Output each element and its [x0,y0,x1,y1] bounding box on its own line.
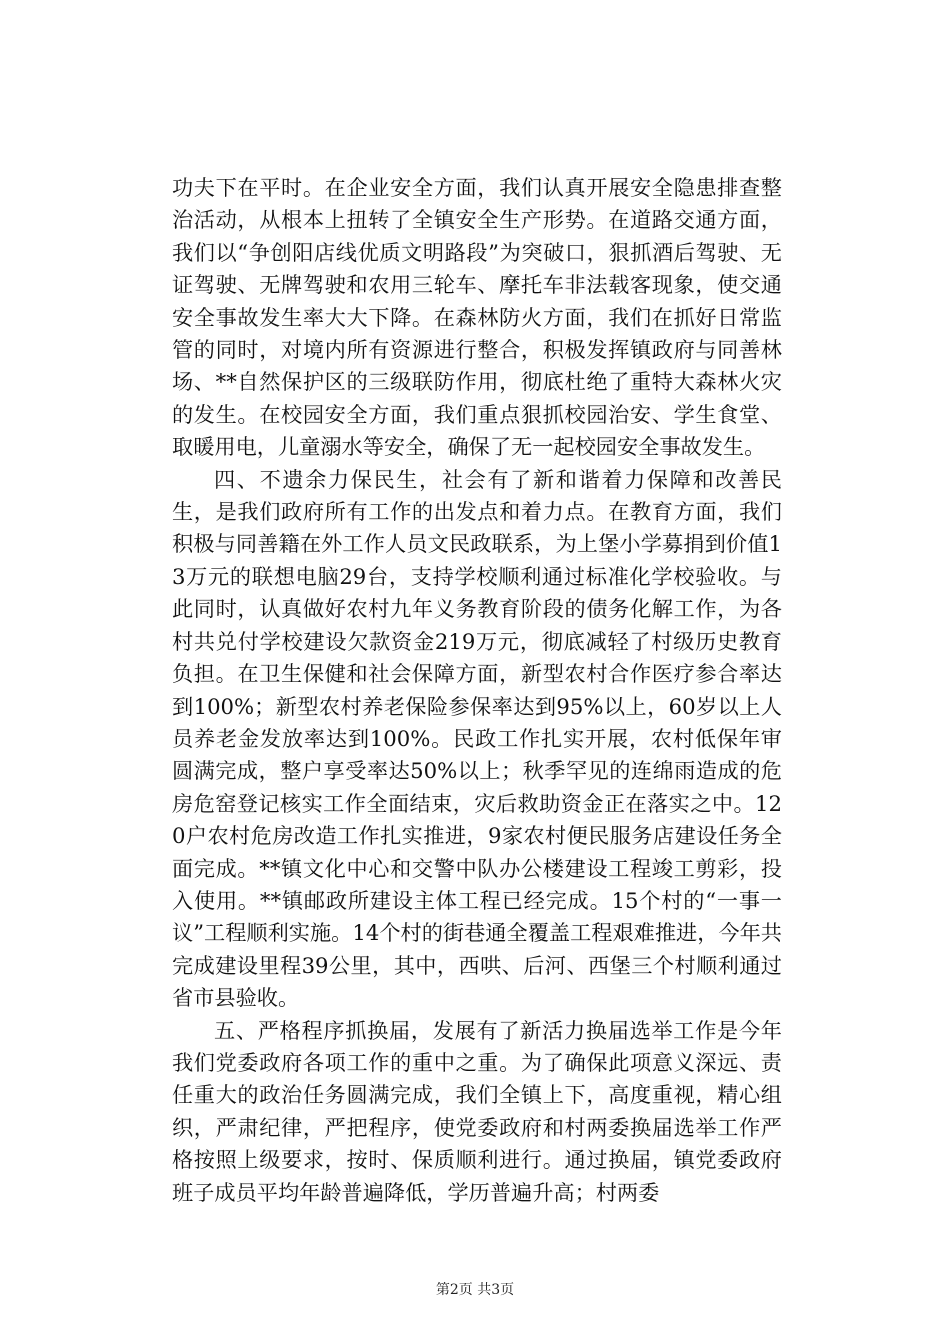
page-number-footer: 第2页 共3页 [435,1282,515,1298]
paragraph-section-four: 四、不遗余力保民生，社会有了新和谐着力保障和改善民生，是我们政府所有工作的出发点和着力点。在教育方面，我们积极与同善籍在外工作人员文民政联系，为上堡小学募捐到价值13万元的联想电脑29台，支持学校顺利通过标准化学校验收。与此同时，认真做好农村九年义务教育阶段的债务化解工作，为各村共兑付学校建设欠款资金219万元，彻底减轻了村级历史教育负担。在卫生保健和社会保障方面，新型农村合作医疗参合率达到100%；新型农村养老保险参保率达到95%以上，60岁以上人员养老金发放率达到100%。民政工作扎实开展，农村低保年审圆满完成，整户享受率达50%以上；秋季罕见的连绵雨造成的危房危窑登记核实工作全面结束，灾后救助资金正在落实之中。120户农村危房改造工作扎实推进，9家农村便民服务店建设任务全面完成。**镇文化中心和交警中队办公楼建设工程竣工剪彩，投入使用。**镇邮政所建设主体工程已经完成。15个村的“一事一议”工程顺利实施。14个村的街巷通全覆盖工程艰难推进，今年共完成建设里程39公里，其中，西哄、后河、西堡三个村顺利通过省市县验收。 [172,466,782,1011]
document-body [172,172,782,1209]
paragraph-continued: 功夫下在平时。在企业安全方面，我们认真开展安全隐患排查整治活动，从根本上扭转了全镇安全生产形势。在道路交通方面，我们以“争创阳店线优质文明路段”为突破口，狠抓酒后驾驶、无证驾驶、无牌驾驶和农用三轮车、摩托车非法载客现象，使交通安全事故发生率大大下降。在森林防火方面，我们在抓好日常监管的同时，对境内所有资源进行整合，积极发挥镇政府与同善林场、**自然保护区的三级联防作用，彻底杜绝了重特大森林火灾的发生。在校园安全方面，我们重点狠抓校园治安、学生食堂、取暖用电，儿童溺水等安全，确保了无一起校园安全事故发生。 [172,175,782,460]
paragraph-section-five: 五、严格程序抓换届，发展有了新活力换届选举工作是今年我们党委政府各项工作的重中之重。为了确保此项意义深远、责任重大的政治任务圆满完成，我们全镇上下，高度重视，精心组织，严肃纪律，严把程序，使党委政府和村两委换届选举工作严格按照上级要求，按时、保质顺利进行。通过换届，镇党委政府班子成员平均年龄普遍降低，学历普遍升高；村两委 [172,1017,782,1205]
